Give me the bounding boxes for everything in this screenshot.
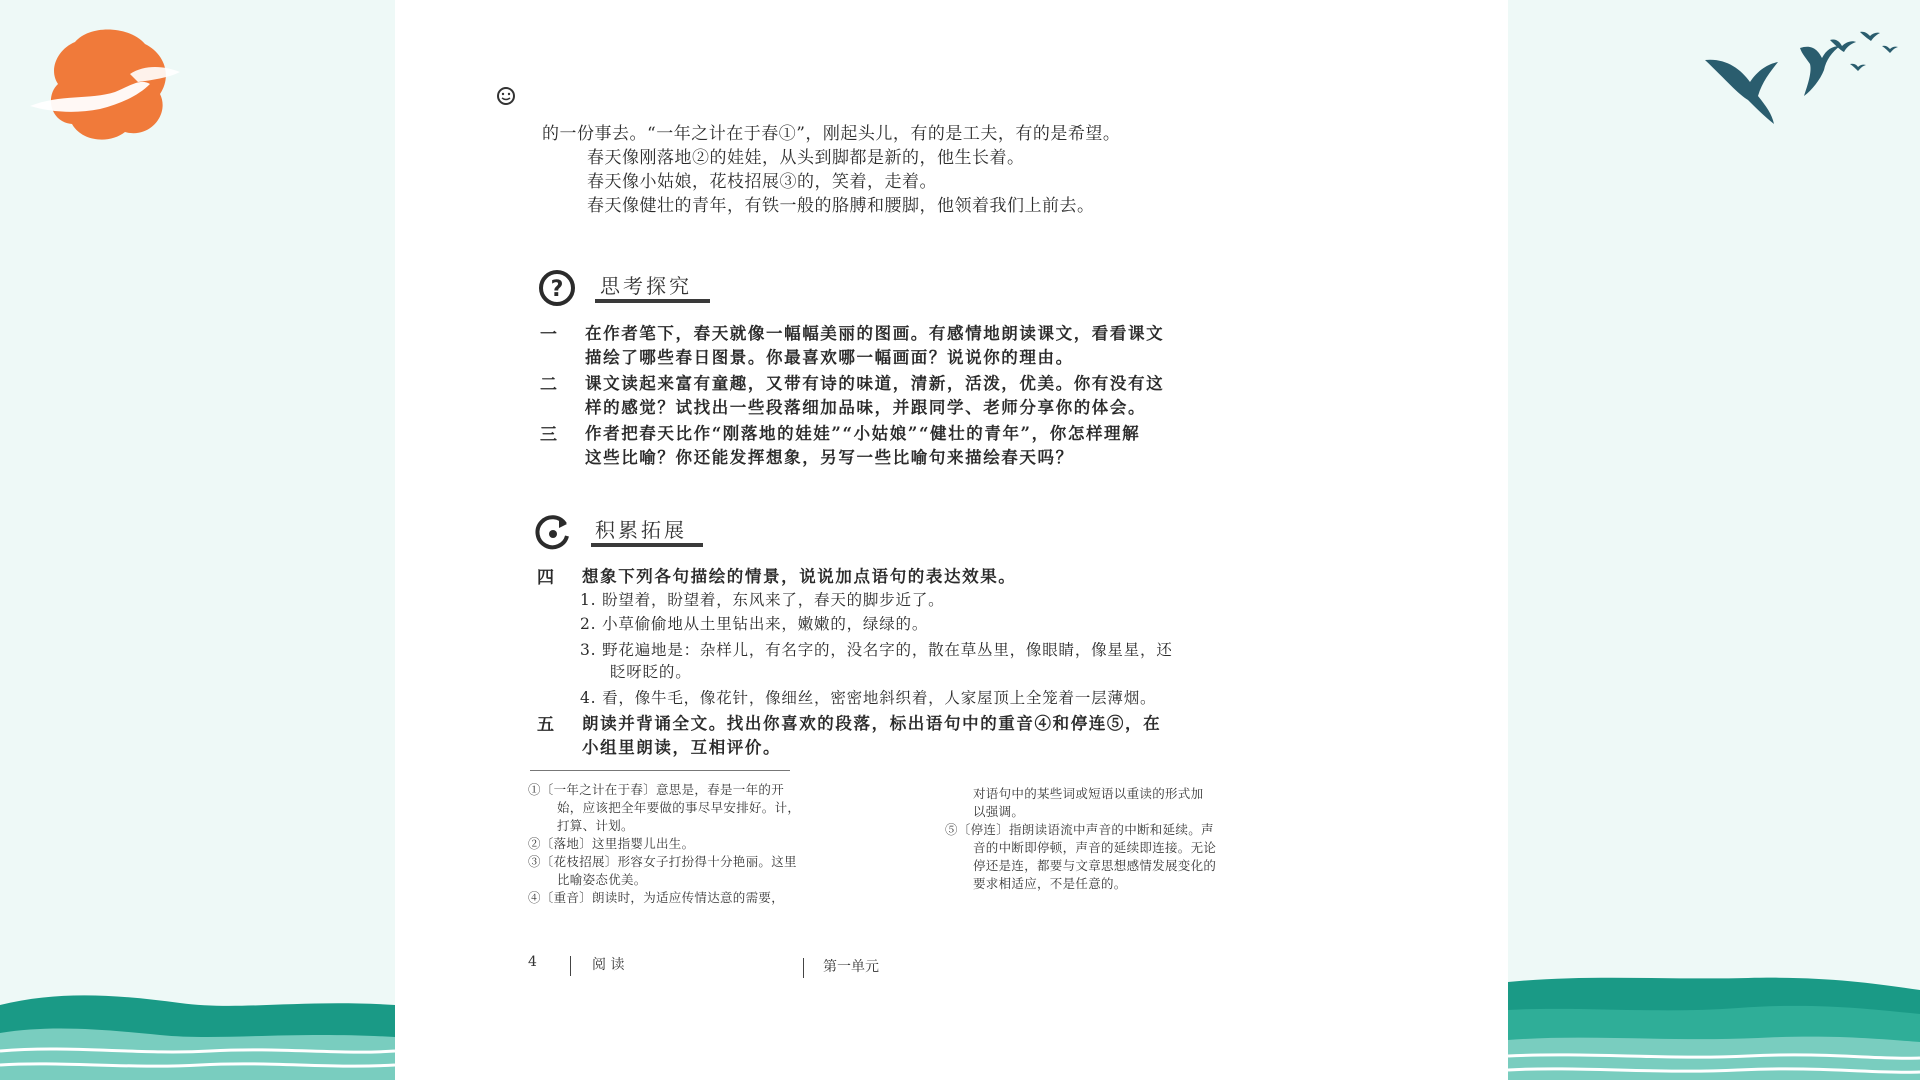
question-number: 三 [540,425,557,445]
footnote-line: 要求相适应，不是任意的。 [973,876,1127,891]
footer-divider [803,958,804,978]
section-underline [595,299,710,303]
question-number: 二 [540,375,557,395]
section-title-extend: 积累拓展 [595,518,687,542]
refresh-arrow-icon [533,512,573,552]
intro-line-1: 的一份事去。“一年之计在于春①”，刚起头儿，有的是工夫，有的是希望。 [542,124,1121,144]
footnote-line: 停还是连，都要与文章思想感情发展变化的 [973,858,1217,873]
smiley-icon [496,86,516,106]
footnote-line: 对语句中的某些词或短语以重读的形式加 [973,786,1204,801]
right-sea-waves-icon [1508,970,1920,1080]
page-number: 4 [528,954,537,970]
footnote-line: 音的中断即停顿，声音的延续即连接。无论 [973,840,1217,855]
orange-paint-splash-icon [20,14,190,144]
footer-unit: 第一单元 [823,959,879,975]
footnote-line: 打算、计划。 [557,818,634,833]
question-1-line-2: 描绘了哪些春日图景。你最喜欢哪一幅画面？说说你的理由。 [585,348,1074,367]
intro-line-3: 春天像小姑娘，花枝招展③的，笑着，走着。 [587,172,937,192]
intro-line-4: 春天像健壮的青年，有铁一般的胳膊和腰脚，他领着我们上前去。 [587,196,1095,216]
intro-line-2: 春天像刚落地②的娃娃，从头到脚都是新的，他生长着。 [587,148,1025,168]
footnote-line: ①〔一年之计在于春〕意思是，春是一年的开 [528,782,785,797]
question-5-line-1: 朗读并背诵全文。找出你喜欢的段落，标出语句中的重音④和停连⑤，在 [582,714,1162,733]
footnote-divider [530,770,790,771]
question-2-line-1: 课文读起来富有童趣，又带有诗的味道，清新，活泼，优美。你有没有这 [585,374,1165,393]
section-title-think: 思考探究 [600,274,692,298]
example-2: 2. 小草偷偷地从土里钻出来，嫩嫩的，绿绿的。 [580,615,929,633]
question-number: 四 [537,568,554,588]
question-number: 五 [537,715,554,735]
svg-text:?: ? [550,277,564,302]
question-number: 一 [540,325,557,345]
example-3-cont: 眨呀眨的。 [610,663,692,681]
left-background-panel [0,0,395,1080]
textbook-page [395,0,1508,1080]
example-4: 4. 看，像牛毛，像花针，像细丝，密密地斜织着，人家屋顶上全笼着一层薄烟。 [580,689,1157,707]
footnote-line: ③〔花枝招展〕形容女子打扮得十分艳丽。这里 [528,854,797,869]
footer-section: 阅 读 [592,957,625,973]
footnote-line: ④〔重音〕朗读时，为适应传情达意的需要， [528,890,785,905]
question-5-line-2: 小组里朗读，互相评价。 [582,738,782,757]
section-underline [591,543,703,547]
question-1-line-1: 在作者笔下，春天就像一幅幅美丽的图画。有感情地朗读课文，看看课文 [585,324,1165,343]
footnote-line: 以强调。 [973,804,1025,819]
footnote-line: 始，应该把全年要做的事尽早安排好。计， [557,800,801,815]
footnote-line: ②〔落地〕这里指婴儿出生。 [528,836,695,851]
question-2-line-2: 样的感觉？试找出一些段落细加品味，并跟同学、老师分享你的体会。 [585,398,1147,417]
question-4-line: 想象下列各句描绘的情景，说说加点语句的表达效果。 [582,567,1017,586]
example-3: 3. 野花遍地是：杂样儿，有名字的，没名字的，散在草丛里，像眼睛，像星星，还 [580,641,1173,659]
question-3-line-2: 这些比喻？你还能发挥想象，另写一些比喻句来描绘春天吗？ [585,448,1074,467]
question-3-line-1: 作者把春天比作“刚落地的娃娃”“小姑娘”“健壮的青年”，你怎样理解 [585,424,1141,443]
footer-divider [570,956,571,976]
footnote-line: 比喻姿态优美。 [557,872,647,887]
left-sea-waves-icon [0,985,395,1080]
question-mark-icon [537,268,577,308]
example-1: 1. 盼望着，盼望着，东风来了，春天的脚步近了。 [580,591,945,609]
flying-birds-icon [1700,20,1910,130]
footnote-line: ⑤〔停连〕指朗读语流中声音的中断和延续。声 [945,822,1214,837]
